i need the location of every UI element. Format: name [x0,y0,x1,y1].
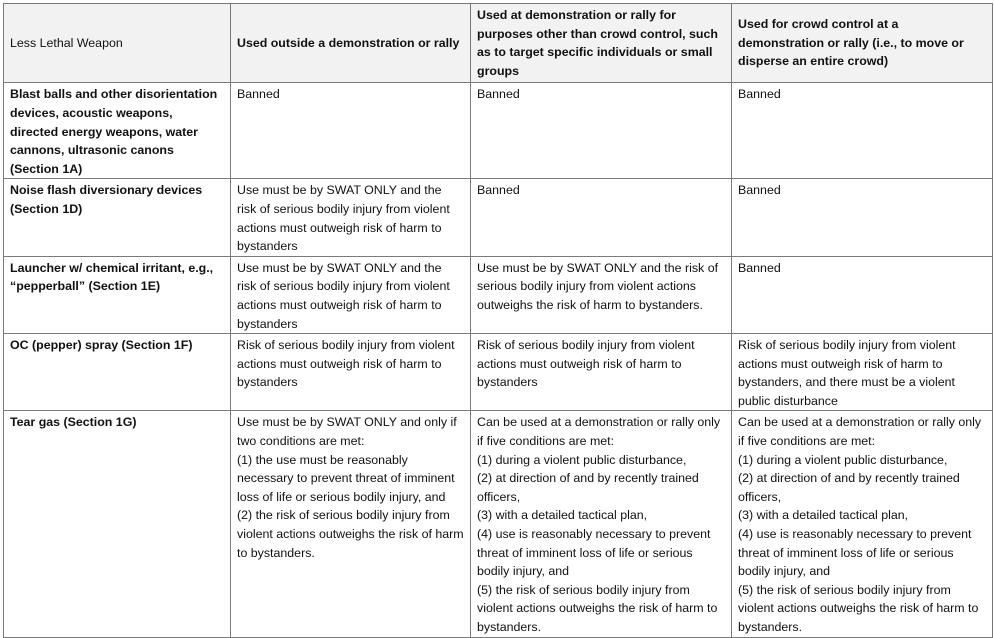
outside-cell [231,179,471,256]
weapon-cell: Blast balls and other disorientation devices, acoustic weapons, directed energy weapons, water cannons, ultrasonic canons (Section 1A) [4,83,231,179]
cell-line: Use must be by SWAT ONLY and only if two conditions are met: [237,415,457,449]
targeted-cell [471,83,732,179]
cell-line: Banned [477,183,520,198]
targeted-cell [471,411,732,637]
outside-cell [231,83,471,179]
cell-line: (1) during a violent public disturbance, [738,452,948,467]
crowd-cell [732,83,993,179]
targeted-cell [471,256,732,333]
cell-line: (5) the risk of serious bodily injury from violent actions outweighs the risk of harm to bystanders. [477,582,718,634]
crowd-cell [732,179,993,256]
header-weapon: Less Lethal Weapon [4,4,231,83]
weapon-cell: Noise flash diversionary devices (Section 1D) [4,179,231,256]
cell-line: Can be used at a demonstration or rally only if five conditions are met: [738,415,982,449]
header-crowd-control: Used for crowd control at a demonstration or rally (i.e., to move or disperse an entire crowd) [732,4,993,83]
outside-cell [231,256,471,333]
cell-line: Banned [738,260,781,275]
cell-line: Use must be by SWAT ONLY and the risk of serious bodily injury from violent actions outweighs the risk of harm to bystanders. [477,260,719,312]
cell-line: (2) at direction of and by recently trained officers, [738,471,960,504]
cell-line: (3) with a detailed tactical plan, [738,508,909,523]
cell-line: Use must be by SWAT ONLY and the risk of serious bodily injury from violent actions must outweigh risk of harm to bystanders [237,183,450,254]
cell-line: Risk of serious bodily injury from violent actions must outweigh risk of harm to bystanders [477,338,695,390]
cell-line: Banned [477,87,520,102]
weapon-cell: Launcher w/ chemical irritant, e.g., “pepperball” (Section 1E) [4,256,231,333]
outside-cell [231,411,471,637]
cell-line: (3) with a detailed tactical plan, [477,508,648,523]
cell-line: Banned [738,87,781,102]
header-row [4,4,993,83]
cell-line: (4) use is reasonably necessary to prevent threat of imminent loss of life or serious bodily injury, and [477,527,711,579]
cell-line: Risk of serious bodily injury from violent actions must outweigh risk of harm to bystanders [237,338,455,390]
cell-line: (2) the risk of serious bodily injury from violent actions outweighs the risk of harm to bystanders. [237,508,464,560]
header-targeted-use: Used at demonstration or rally for purposes other than crowd control, such as to target specific individuals or small groups [471,4,732,83]
cell-line: (5) the risk of serious bodily injury from violent actions outweighs the risk of harm to bystanders. [738,582,979,634]
crowd-cell [732,256,993,333]
table-row [4,256,993,333]
weapon-cell: Tear gas (Section 1G) [4,411,231,637]
table-row [4,179,993,256]
cell-line: (1) during a violent public disturbance, [477,452,687,467]
table-row [4,334,993,411]
weapon-cell: OC (pepper) spray (Section 1F) [4,334,231,411]
less-lethal-weapons-table [3,3,993,638]
cell-line: Banned [738,183,781,198]
header-outside-demonstration: Used outside a demonstration or rally [231,4,471,83]
cell-line: (2) at direction of and by recently trained officers, [477,471,699,504]
crowd-cell [732,334,993,411]
targeted-cell [471,179,732,256]
cell-line: (4) use is reasonably necessary to prevent threat of imminent loss of life or serious bodily injury, and [738,527,972,579]
cell-line: (1) the use must be reasonably necessary to prevent threat of imminent loss of life or serious bodily injury, and [237,452,455,504]
crowd-cell [732,411,993,637]
cell-line: Can be used at a demonstration or rally only if five conditions are met: [477,415,721,449]
cell-line: Use must be by SWAT ONLY and the risk of serious bodily injury from violent actions must outweigh risk of harm to bystanders [237,260,450,331]
document-page [3,3,993,638]
table-row [4,83,993,179]
targeted-cell [471,334,732,411]
cell-line: Banned [237,87,280,102]
cell-line: Risk of serious bodily injury from violent actions must outweigh risk of harm to bystanders, and there must be a violent public disturbance [738,338,956,408]
table-row [4,411,993,637]
outside-cell [231,334,471,411]
